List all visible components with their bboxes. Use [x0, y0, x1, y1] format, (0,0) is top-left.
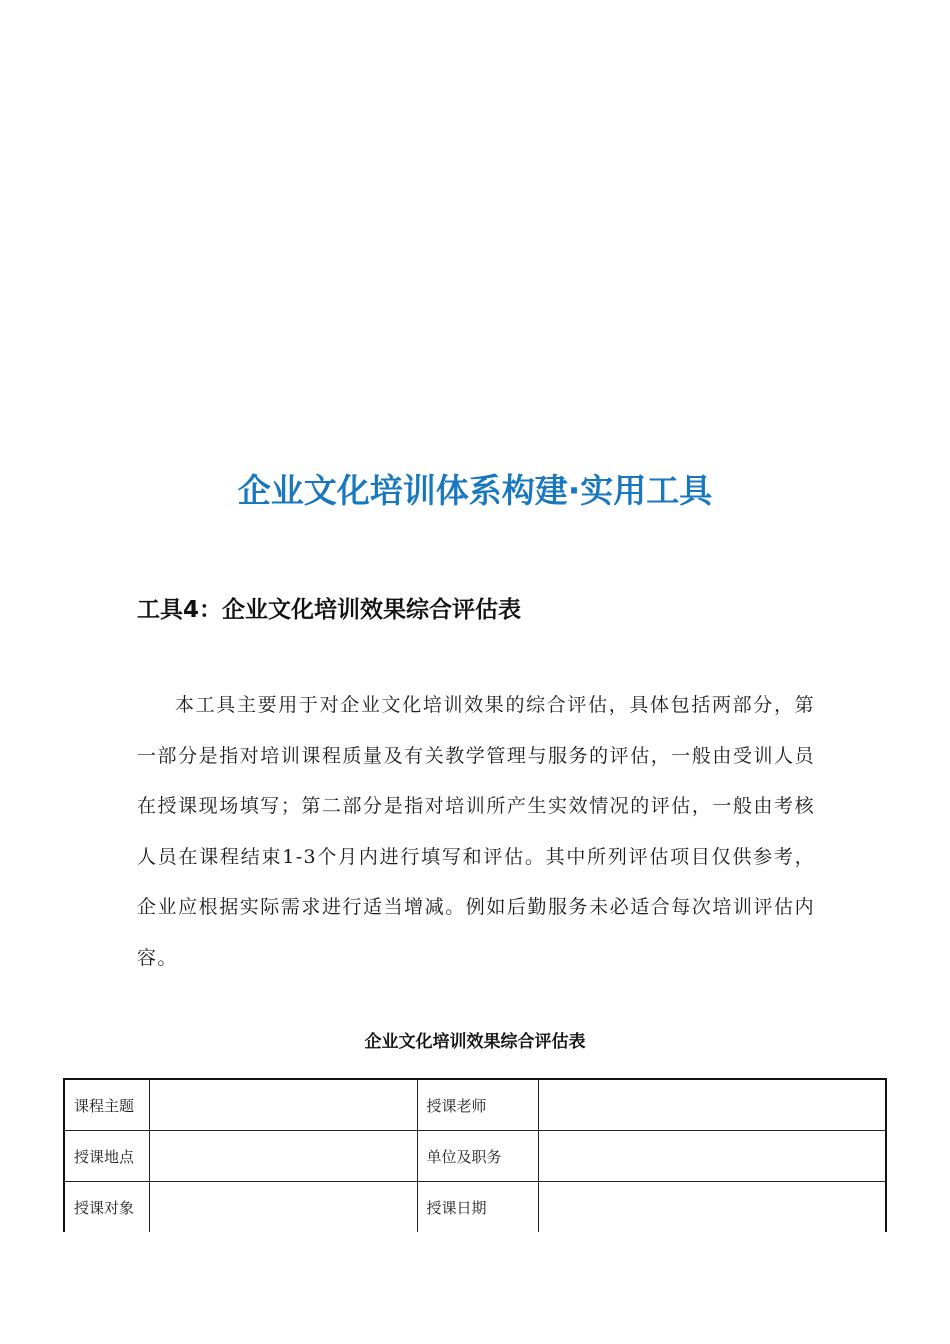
unit-position-value[interactable]: [538, 1131, 886, 1182]
course-topic-label: 课程主题: [64, 1079, 149, 1131]
venue-value[interactable]: [149, 1131, 417, 1182]
unit-position-label: 单位及职务: [417, 1131, 538, 1182]
intro-paragraph: 本工具主要用于对企业文化培训效果的综合评估，具体包括两部分，第一部分是指对培训课程质量及有关教学管理与服务的评估，一般由受训人员在授课现场填写；第二部分是指对培训所产生实效情况的评估，一般由考核人员在课程结束1-3个月内进行填写和评估。其中所列评估项目仅供参考，企业应根据实际需求进行适当增减。例如后勤服务未必适合每次培训评估内容。: [137, 694, 815, 969]
course-date-label: 授课日期: [417, 1182, 538, 1233]
page-title: 企业文化培训体系构建·实用工具: [237, 471, 713, 510]
course-topic-value[interactable]: [149, 1079, 417, 1131]
evaluation-info-table: [63, 1078, 887, 1232]
audience-value[interactable]: [149, 1182, 417, 1233]
instructor-label: 授课老师: [417, 1079, 538, 1131]
table-row: [64, 1079, 886, 1131]
course-date-value[interactable]: [538, 1182, 886, 1233]
instructor-value[interactable]: [538, 1079, 886, 1131]
table-row: [64, 1182, 886, 1233]
section-heading: 工具4：企业文化培训效果综合评估表: [137, 597, 522, 623]
audience-label: 授课对象: [64, 1182, 149, 1233]
table-caption: 企业文化培训效果综合评估表: [364, 1032, 586, 1052]
table-row: [64, 1131, 886, 1182]
venue-label: 授课地点: [64, 1131, 149, 1182]
